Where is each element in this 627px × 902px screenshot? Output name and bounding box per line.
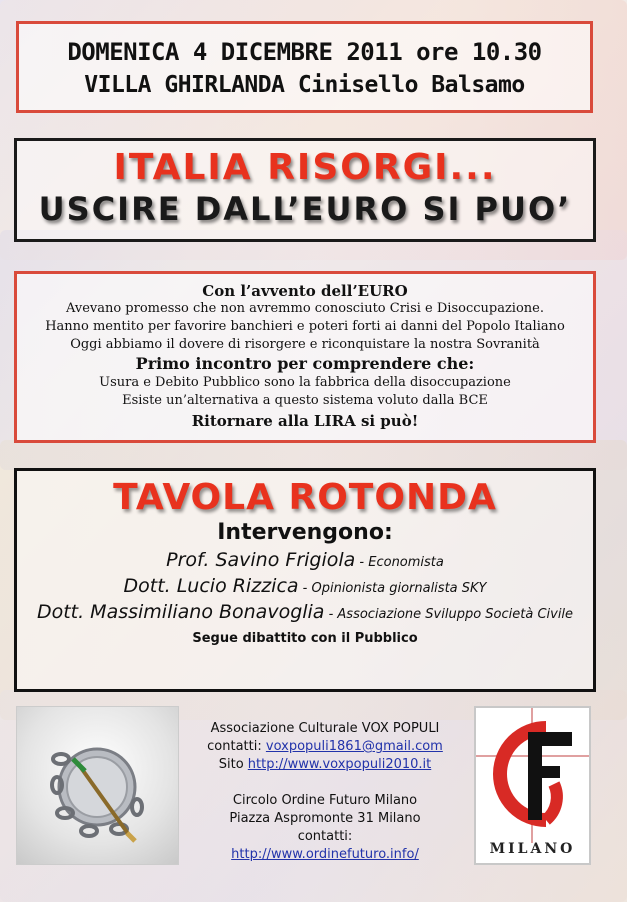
speaker-item bbox=[17, 549, 593, 571]
contacts-block bbox=[180, 720, 470, 864]
info-closing: Ritornare alla LIRA si può! bbox=[191, 412, 419, 430]
speakers-label: Intervengono: bbox=[217, 520, 393, 545]
info-line: Oggi abbiamo il dovere di risorgere e riconquistare la nostra Sovranità bbox=[70, 337, 540, 352]
speaker-name: Dott. Massimiliano Bonavoglia bbox=[36, 601, 325, 623]
headline-subtitle: USCIRE DALL’EURO SI PUO’ bbox=[38, 190, 572, 228]
assoc-email-label: contatti: bbox=[207, 739, 266, 754]
milano-caption: MILANO bbox=[489, 841, 576, 857]
speaker-item bbox=[17, 575, 593, 597]
assoc-site-link[interactable]: http://www.voxpopuli2010.it bbox=[247, 757, 432, 772]
event-place: VILLA GHIRLANDA Cinisello Balsamo bbox=[84, 72, 525, 98]
speaker-item bbox=[17, 601, 593, 623]
headline-title: ITALIA RISORGI... bbox=[113, 147, 497, 188]
circle-address: Piazza Aspromonte 31 Milano bbox=[229, 811, 421, 826]
assoc-site-row bbox=[180, 756, 470, 774]
circle-name: Circolo Ordine Futuro Milano bbox=[232, 793, 418, 808]
assoc-site-label: Sito bbox=[218, 757, 248, 772]
roundtable-title: TAVOLA ROTONDA bbox=[113, 477, 497, 518]
speaker-name: Dott. Lucio Rizzica bbox=[123, 575, 299, 597]
speaker-name: Prof. Savino Frigiola bbox=[166, 549, 356, 571]
info-line: Hanno mentito per favorire banchieri e poteri forti ai danni del Popolo Italiano bbox=[45, 319, 565, 334]
info-point: Esiste un’alternativa a questo sistema voluto dalla BCE bbox=[122, 393, 488, 408]
event-info-box bbox=[16, 21, 593, 113]
speaker-role: - Associazione Sviluppo Società Civile bbox=[324, 607, 574, 622]
vox-populi-emblem-icon bbox=[17, 707, 178, 864]
info-line: Avevano promesso che non avremmo conosciuto Crisi e Disoccupazione. bbox=[65, 301, 544, 316]
roundtable-box bbox=[14, 468, 596, 692]
assoc-email-row bbox=[180, 738, 470, 756]
speaker-role: - Economista bbox=[355, 555, 444, 570]
ordine-futuro-emblem-icon bbox=[476, 708, 589, 843]
info-box bbox=[14, 271, 596, 443]
circle-site-link[interactable]: http://www.ordinefuturo.info/ bbox=[231, 847, 419, 862]
headline-box bbox=[14, 138, 596, 242]
info-subheading: Primo incontro per comprendere che: bbox=[135, 354, 475, 373]
vox-populi-logo bbox=[16, 706, 179, 865]
spacer bbox=[180, 774, 470, 792]
assoc-name: Associazione Culturale VOX POPULI bbox=[210, 721, 440, 736]
info-heading: Con l’avvento dell’EURO bbox=[202, 282, 408, 300]
ordine-futuro-logo bbox=[474, 706, 591, 865]
circle-contacts-label: contatti: bbox=[297, 829, 353, 844]
follow-up-note: Segue dibattito con il Pubblico bbox=[192, 631, 418, 646]
info-point: Usura e Debito Pubblico sono la fabbrica della disoccupazione bbox=[99, 375, 511, 390]
speaker-role: - Opinionista giornalista SKY bbox=[298, 581, 487, 596]
assoc-email-link[interactable]: voxpopuli1861@gmail.com bbox=[265, 739, 443, 754]
event-date: DOMENICA 4 DICEMBRE 2011 ore 10.30 bbox=[67, 38, 542, 66]
